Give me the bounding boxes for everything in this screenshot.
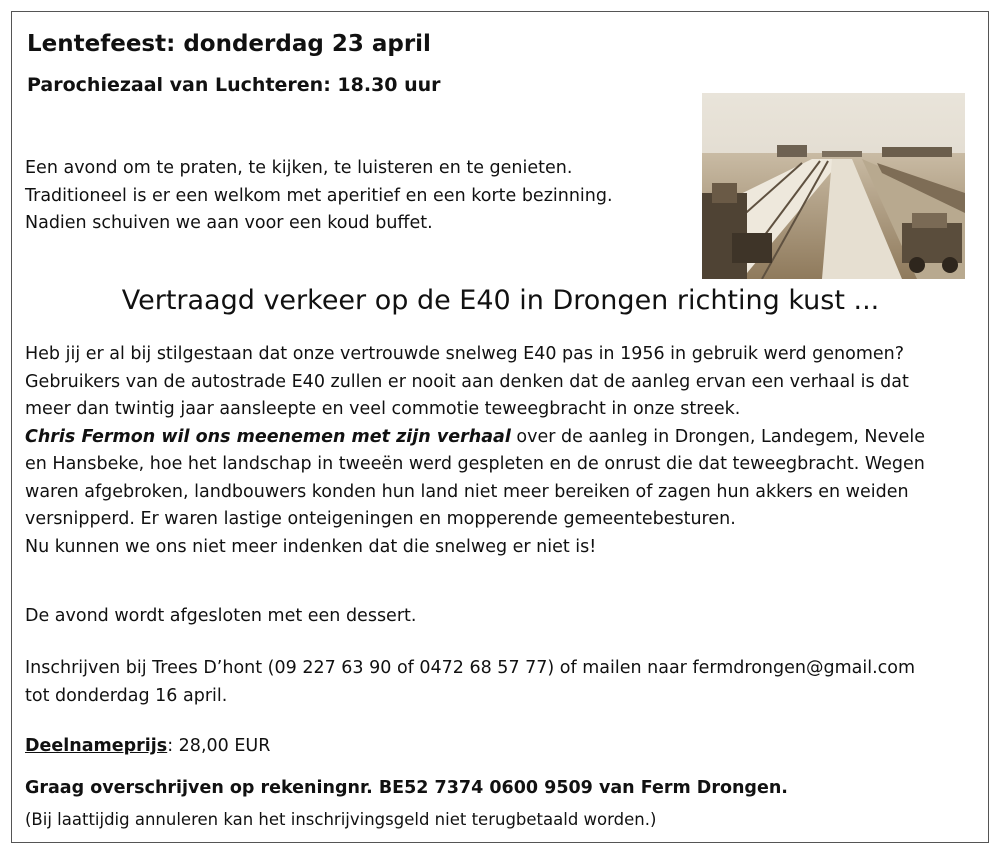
highway-construction-photo xyxy=(702,93,965,279)
event-title: Lentefeest: donderdag 23 april xyxy=(27,31,431,57)
article-line: waren afgebroken, landbouwers konden hun land niet meer bereiken of zagen hun akkers en weiden xyxy=(25,481,909,502)
article-line-rest: over de aanleg in Drongen, Landegem, Nevele xyxy=(510,426,926,447)
speaker-highlight: Chris Fermon wil ons meenemen met zijn verhaal xyxy=(25,426,511,447)
price-line xyxy=(25,733,270,761)
photo-illustration xyxy=(702,93,965,279)
intro-line: Traditioneel is er een welkom met aperitief en een korte bezinning. xyxy=(25,185,613,206)
article-line: Heb jij er al bij stilgestaan dat onze vertrouwde snelweg E40 pas in 1956 in gebruik werd genomen? xyxy=(25,344,905,364)
article-title: Vertraagd verkeer op de E40 in Drongen richting kust ... xyxy=(121,285,880,316)
registration-line: Inschrijven bij Trees D’hont (09 227 63 90 of 0472 68 57 77) of mailen naar fermdrongen@gmail.com xyxy=(25,658,916,678)
article-line: Gebruikers van de autostrade E40 zullen er nooit aan denken dat de aanleg ervan een verhaal is dat xyxy=(25,371,909,392)
intro-text xyxy=(25,155,613,238)
article-line: meer dan twintig jaar aansleepte en veel commotie teweegbracht in onze streek. xyxy=(25,399,741,419)
intro-line: Een avond om te praten, te kijken, te luisteren en te genieten. xyxy=(25,158,573,178)
event-location: Parochiezaal van Luchteren: 18.30 uur xyxy=(27,74,441,96)
closing-text: De avond wordt afgesloten met een dessert. xyxy=(25,606,417,626)
payment-instructions: Graag overschrijven op rekeningnr. BE52 7374 0600 9509 van Ferm Drongen. xyxy=(25,778,788,798)
article-line xyxy=(25,424,925,452)
article-line: Nu kunnen we ons niet meer indenken dat die snelweg er niet is! xyxy=(25,536,597,557)
registration-deadline: tot donderdag 16 april. xyxy=(25,685,228,706)
registration-info xyxy=(25,655,915,710)
article-line: en Hansbeke, hoe het landschap in tweeën werd gespleten en de onrust die dat teweegbracht. Wegen xyxy=(25,454,925,474)
article-line: versnipperd. Er waren lastige onteigeningen en mopperende gemeentebesturen. xyxy=(25,509,736,529)
cancellation-note: (Bij laattijdig annuleren kan het inschrijvingsgeld niet terugbetaald worden.) xyxy=(25,810,657,829)
intro-line: Nadien schuiven we aan voor een koud buffet. xyxy=(25,213,433,233)
price-value: : 28,00 EUR xyxy=(167,736,271,756)
article-body xyxy=(25,341,925,561)
price-label: Deelnameprijs xyxy=(25,736,168,756)
